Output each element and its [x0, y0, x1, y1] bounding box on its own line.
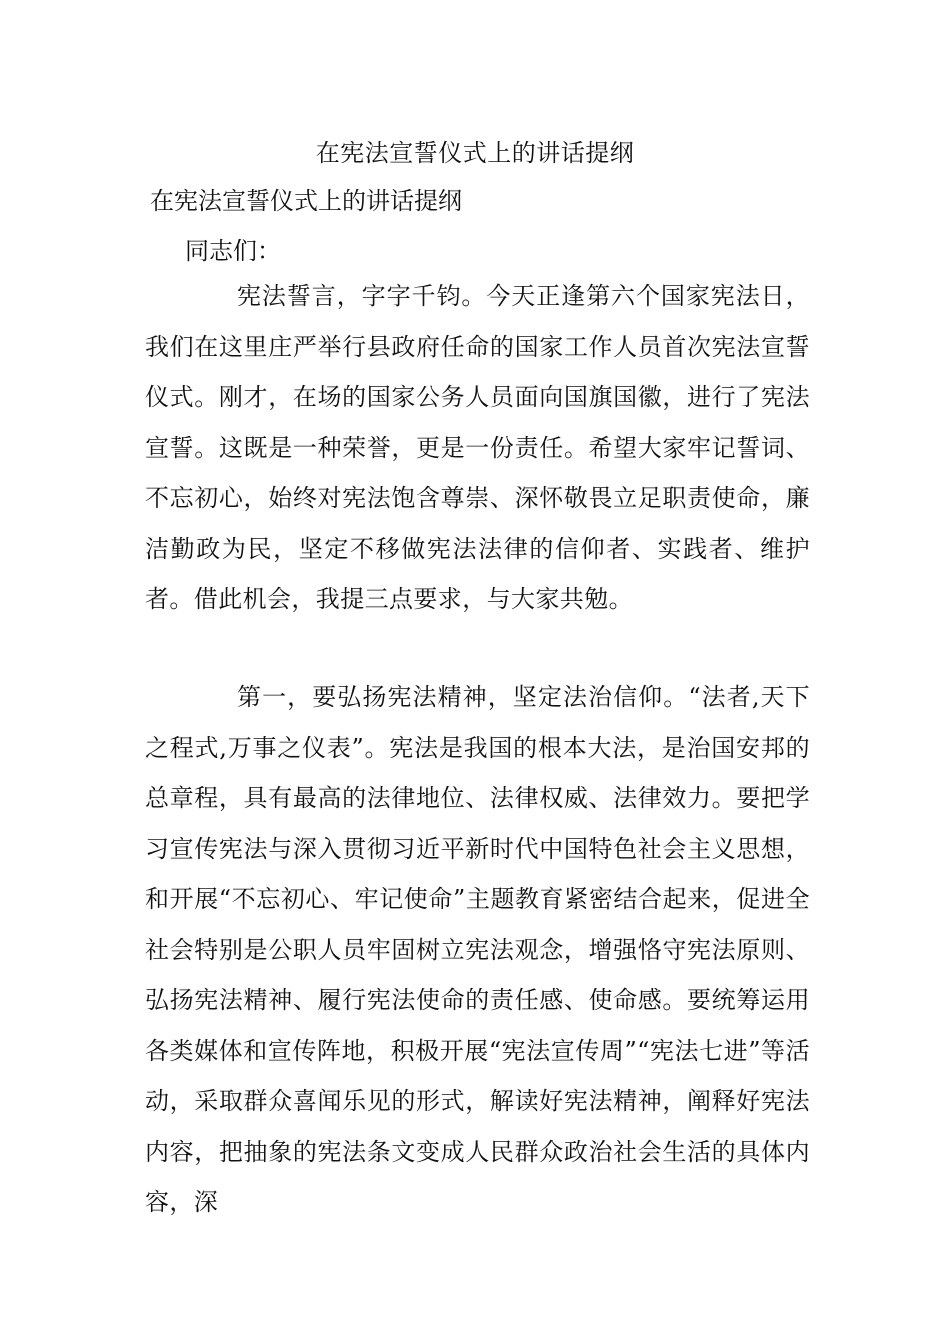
paragraph-2: 第一，要弘扬宪法精神，坚定法治信仰。“法者,天下之程式,万事之仪表”。宪法是我国的根本大法，是治国安邦的总章程，具有最高的法律地位、法律权威、法律效力。要把学习宣传宪法与深入贯彻习近平新时代中国特色社会主义思想，和开展“不忘初心、牢记使命”主题教育紧密结合起来，促进全社会特别是公职人员牢固树立宪法观念，增强恪守宪法原则、弘扬宪法精神、履行宪法使命的责任感、使命感。要统筹运用各类媒体和宣传阵地，积极开展“宪法宣传周”“宪法七进”等活动，采取群众喜闻乐见的形式，解读好宪法精神，阐释好宪法内容，把抽象的宪法条文变成人民群众政治社会生活的具体内容，深 [145, 683, 810, 1216]
document-subtitle: 在宪法宣誓仪式上的讲话提纲 [150, 187, 462, 215]
paragraph-1: 宪法誓言，字字千钧。今天正逢第六个国家宪法日，我们在这里庄严举行县政府任命的国家工作人员首次宪法宣誓仪式。刚才，在场的国家公务人员面向国旗国徽，进行了宪法宣誓。这既是一种荣誉，更是一份责任。希望大家牢记誓词、不忘初心，始终对宪法饱含尊崇、深怀敬畏立足职责使命，廉洁勤政为民，坚定不移做宪法法律的信仰者、实践者、维护者。借此机会，我提三点要求，与大家共勉。 [145, 282, 810, 613]
document-title: 在宪法宣誓仪式上的讲话提纲 [315, 139, 635, 167]
salutation: 同志们： [185, 237, 281, 265]
